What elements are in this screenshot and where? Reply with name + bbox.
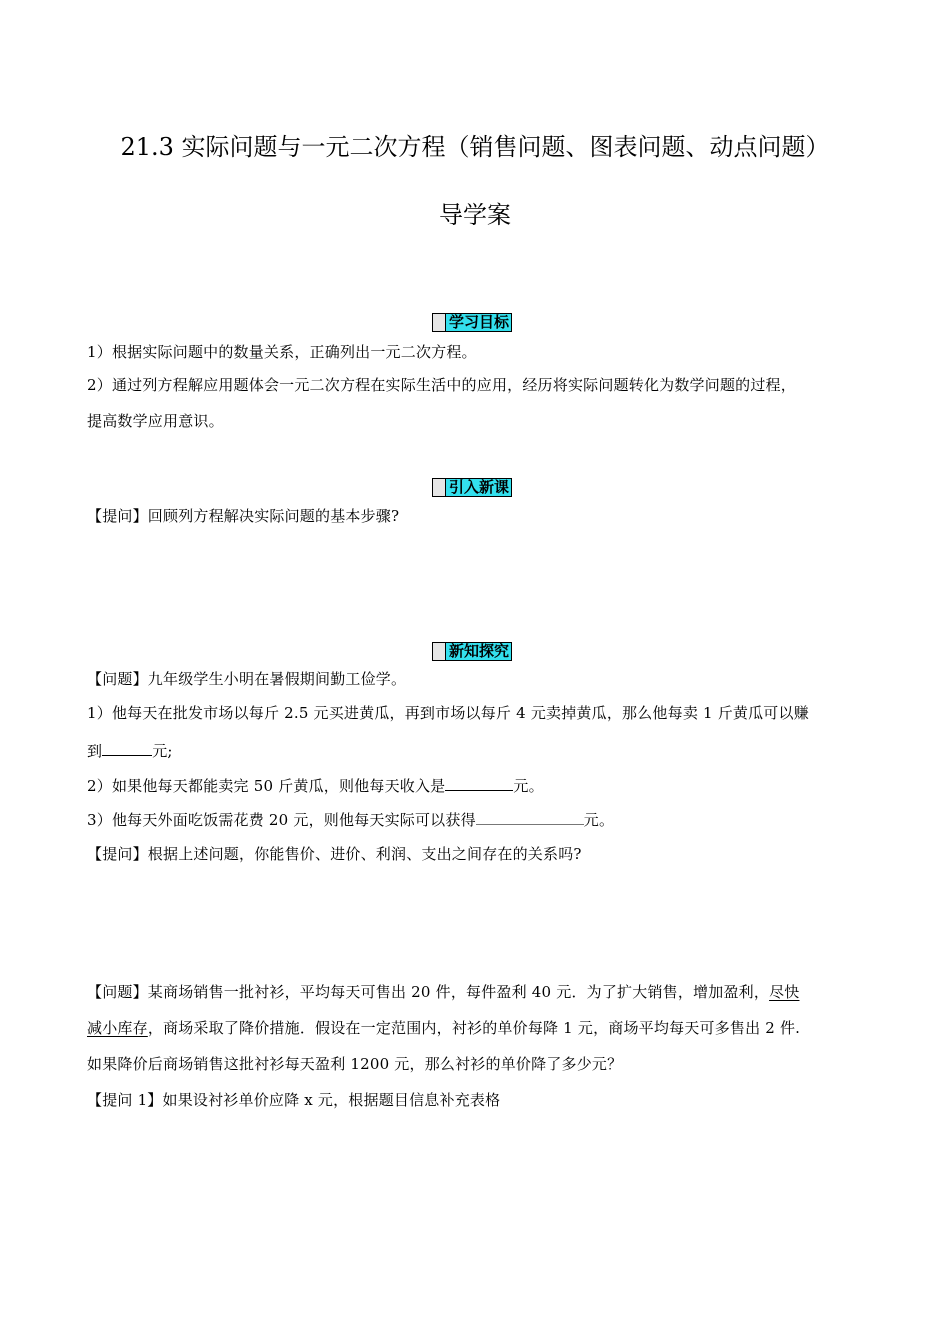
problem2-hint: 【提问 1】如果设衬衫单价应降 x 元，根据题目信息补充表格 xyxy=(87,1091,501,1109)
explore-question-relation: 【提问】根据上述问题，你能售价、进价、利润、支出之间存在的关系吗? xyxy=(87,845,582,863)
problem2-line-2 xyxy=(87,1017,800,1038)
answer-blank-1[interactable] xyxy=(102,740,152,756)
explore-problem: 【问题】九年级学生小明在暑假期间勤工俭学。 xyxy=(87,670,407,688)
intro-question: 【提问】回顾列方程解决实际问题的基本步骤? xyxy=(87,507,400,525)
problem2-line-1 xyxy=(87,981,799,1002)
problem2-underlined-phrase-part-2: 减小库存 xyxy=(87,1019,148,1037)
section-marker-box xyxy=(432,313,445,332)
explore-question-1-line-2 xyxy=(87,740,173,761)
q2-prefix: 2）如果他每天都能卖完 50 斤黄瓜，则他每天收入是 xyxy=(87,777,446,795)
explore-question-3 xyxy=(87,809,614,830)
explore-question-2 xyxy=(87,775,544,796)
section-label: 学习目标 xyxy=(445,313,512,332)
q3-prefix: 3）他每天外面吃饭需花费 20 元，则他每天实际可以获得 xyxy=(87,811,476,829)
document-subtitle: 导学案 xyxy=(439,201,511,229)
q1-suffix: 元; xyxy=(152,742,173,760)
objective-item-1: 1）根据实际问题中的数量关系，正确列出一元二次方程。 xyxy=(87,343,477,361)
problem2-line-3: 如果降价后商场销售这批衬衫每天盈利 1200 元，那么衬衫的单价降了多少元？ xyxy=(87,1055,623,1073)
section-marker-box xyxy=(432,642,445,661)
problem2-line-2-rest: ，商场采取了降价措施．假设在一定范围内，衬衫的单价每降 1 元，商场平均每天可多售出 2 件. xyxy=(147,1019,801,1037)
section-header-objectives xyxy=(432,313,512,332)
answer-blank-2[interactable] xyxy=(445,775,513,791)
problem2-line-1-main: 【问题】某商场销售一批衬衫，平均每天可售出 20 件，每件盈利 40 元．为了扩大销售，增加盈利， xyxy=(87,983,770,1001)
section-header-intro xyxy=(432,478,512,497)
objective-item-2-line-2: 提高数学应用意识。 xyxy=(87,412,224,430)
objective-item-2-line-1: 2）通过列方程解应用题体会一元二次方程在实际生活中的应用，经历将实际问题转化为数学问题的过程， xyxy=(87,376,796,394)
q1-prefix: 到 xyxy=(87,742,103,760)
q2-suffix: 元。 xyxy=(513,777,544,795)
document-title: 21.3 实际问题与一元二次方程（销售问题、图表问题、动点问题） xyxy=(120,133,830,161)
problem2-underlined-phrase-part-1: 尽快 xyxy=(769,983,800,1001)
answer-blank-3[interactable] xyxy=(476,809,584,825)
section-label: 引入新课 xyxy=(445,478,512,497)
section-label: 新知探究 xyxy=(445,642,512,661)
section-header-explore xyxy=(432,642,512,661)
explore-question-1-line-1: 1）他每天在批发市场以每斤 2.5 元买进黄瓜，再到市场以每斤 4 元卖掉黄瓜，那么他每卖 1 斤黄瓜可以赚 xyxy=(87,704,809,722)
section-marker-box xyxy=(432,478,445,497)
q3-suffix: 元。 xyxy=(583,811,615,829)
